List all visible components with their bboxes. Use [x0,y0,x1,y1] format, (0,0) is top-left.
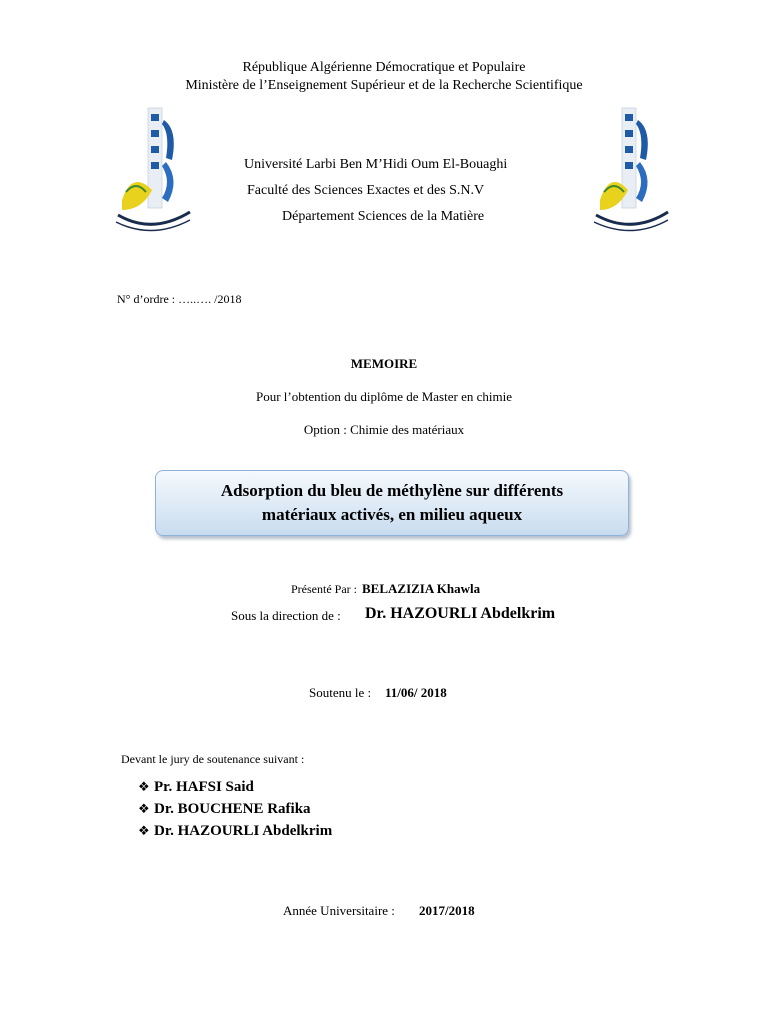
diamond-bullet-icon: ❖ [138,779,150,794]
thesis-title-line-2: matériaux activés, en milieu aqueux [261,505,523,524]
presented-by-label: Présenté Par : [291,582,357,596]
supervisor-label: Sous la direction de : [231,608,341,623]
ministry-line: Ministère de l’Enseignement Supérieur et de la Recherche Scientifique [185,78,583,93]
jury-member: ❖ Dr. BOUCHENE Rafika [138,801,311,817]
defense-date: 11/06/ 2018 [385,685,447,700]
defense-label: Soutenu le : [309,685,372,700]
republic-line: République Algérienne Démocratique et Populaire [242,60,526,75]
university-logo-left-icon [112,100,192,240]
university-logo-right-icon [592,100,672,240]
author-name: BELAZIZIA Khawla [362,581,481,596]
jury-member: ❖ Dr. HAZOURLI Abdelkrim [138,823,333,839]
thesis-title-line-1: Adsorption du bleu de méthylène sur différents [220,481,564,500]
jury-member: ❖ Pr. HAFSI Said [138,779,254,795]
academic-year-label: Année Universitaire : [283,903,395,918]
document-type: MEMOIRE [350,356,418,371]
academic-year-value: 2017/2018 [419,903,475,918]
diploma-line: Pour l’obtention du diplôme de Master en chimie [256,389,512,404]
diamond-bullet-icon: ❖ [138,801,150,816]
order-number: N° d’ordre : …..…. /2018 [117,292,242,306]
department-line: Département Sciences de la Matière [282,209,485,224]
jury-label: Devant le jury de soutenance suivant : [121,752,305,766]
option-line: Option : Chimie des matériaux [303,422,465,437]
supervisor-name: Dr. HAZOURLI Abdelkrim [365,605,556,622]
university-line: Université Larbi Ben M’Hidi Oum El-Bouaghi [244,157,508,172]
diamond-bullet-icon: ❖ [138,823,150,838]
thesis-title-box [155,470,629,536]
faculty-line: Faculté des Sciences Exactes et des S.N.V [247,183,485,198]
